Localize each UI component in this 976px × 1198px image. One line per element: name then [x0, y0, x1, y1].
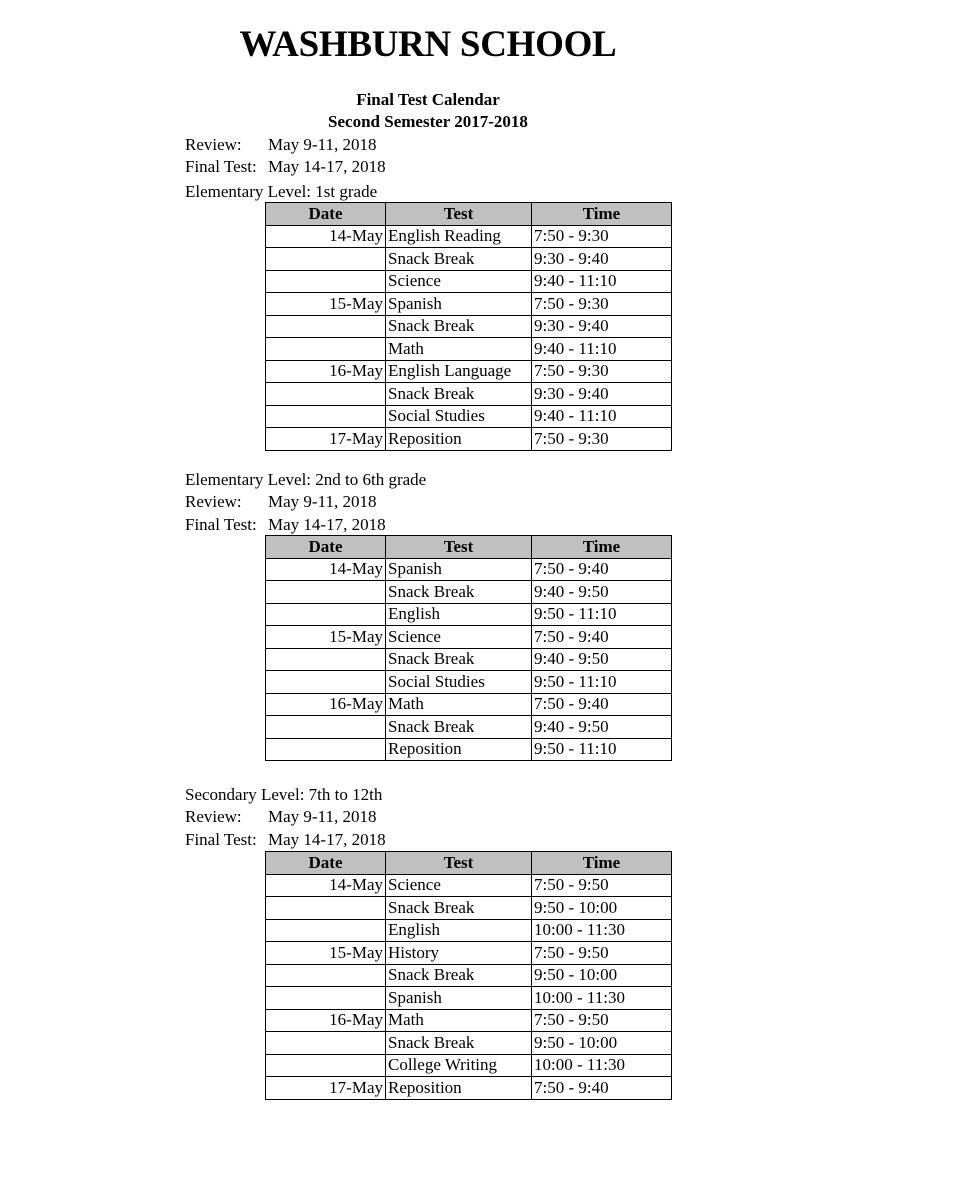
date-cell [266, 248, 386, 271]
time-cell: 9:40 - 11:10 [532, 270, 672, 293]
test-header: Test [386, 203, 532, 226]
test-cell: English Reading [386, 225, 532, 248]
date-cell [266, 716, 386, 739]
date-cell: 15-May [266, 626, 386, 649]
test-cell: Snack Break [386, 581, 532, 604]
table-row [266, 964, 672, 987]
date-cell [266, 603, 386, 626]
test-cell: Snack Break [386, 1032, 532, 1055]
section1-level: Elementary Level: 1st grade [185, 182, 378, 201]
test-header: Test [386, 536, 532, 559]
time-cell: 9:30 - 9:40 [532, 315, 672, 338]
table-row [266, 874, 672, 897]
test-cell: History [386, 942, 532, 965]
test-cell: Reposition [386, 428, 532, 451]
time-cell: 9:50 - 11:10 [532, 738, 672, 761]
table-row [266, 360, 672, 383]
date-cell [266, 1032, 386, 1055]
table-row [266, 270, 672, 293]
table-row [266, 919, 672, 942]
test-cell: English [386, 603, 532, 626]
table-row [266, 671, 672, 694]
test-cell: Snack Break [386, 315, 532, 338]
date-cell [266, 671, 386, 694]
table-row [266, 1009, 672, 1032]
semester-title: Second Semester 2017-2018 [328, 112, 528, 131]
table-row [266, 603, 672, 626]
table-row [266, 581, 672, 604]
date-cell: 14-May [266, 874, 386, 897]
section1-final-value: May 14-17, 2018 [268, 157, 386, 176]
test-cell: Reposition [386, 738, 532, 761]
date-cell [266, 648, 386, 671]
date-cell: 16-May [266, 360, 386, 383]
time-cell: 9:40 - 9:50 [532, 648, 672, 671]
test-cell: Snack Break [386, 648, 532, 671]
table-row [266, 693, 672, 716]
table-row [266, 1077, 672, 1100]
section1-table [265, 202, 672, 451]
section1-review-value: May 9-11, 2018 [268, 135, 377, 154]
time-cell: 7:50 - 9:40 [532, 693, 672, 716]
date-cell [266, 581, 386, 604]
test-cell: Math [386, 338, 532, 361]
time-header: Time [532, 536, 672, 559]
time-cell: 9:30 - 9:40 [532, 248, 672, 271]
test-cell: Science [386, 270, 532, 293]
table-row [266, 405, 672, 428]
table-row [266, 626, 672, 649]
test-cell: Social Studies [386, 405, 532, 428]
section2-review-value: May 9-11, 2018 [268, 492, 377, 511]
time-cell: 9:50 - 11:10 [532, 603, 672, 626]
time-cell: 7:50 - 9:30 [532, 428, 672, 451]
test-header: Test [386, 852, 532, 875]
time-cell: 10:00 - 11:30 [532, 987, 672, 1010]
test-cell: Social Studies [386, 671, 532, 694]
date-cell [266, 897, 386, 920]
time-header: Time [532, 203, 672, 226]
date-cell [266, 405, 386, 428]
date-cell [266, 383, 386, 406]
table-row [266, 1054, 672, 1077]
test-cell: Spanish [386, 293, 532, 316]
time-cell: 7:50 - 9:50 [532, 1009, 672, 1032]
test-cell: Math [386, 693, 532, 716]
section1-review-label: Review: [185, 135, 242, 154]
date-cell: 14-May [266, 558, 386, 581]
date-cell: 14-May [266, 225, 386, 248]
time-cell: 9:40 - 9:50 [532, 581, 672, 604]
test-cell: Spanish [386, 987, 532, 1010]
table-row [266, 738, 672, 761]
time-cell: 7:50 - 9:40 [532, 1077, 672, 1100]
test-cell: Spanish [386, 558, 532, 581]
section3-final-value: May 14-17, 2018 [268, 830, 386, 849]
time-cell: 10:00 - 11:30 [532, 1054, 672, 1077]
calendar-title: Final Test Calendar [356, 90, 500, 109]
test-cell: Math [386, 1009, 532, 1032]
date-cell [266, 919, 386, 942]
time-cell: 9:50 - 11:10 [532, 671, 672, 694]
test-cell: Science [386, 626, 532, 649]
date-header: Date [266, 203, 386, 226]
time-cell: 9:50 - 10:00 [532, 897, 672, 920]
time-header: Time [532, 852, 672, 875]
table-row [266, 987, 672, 1010]
time-cell: 10:00 - 11:30 [532, 919, 672, 942]
section3-review-label: Review: [185, 807, 242, 826]
table-header-row [266, 203, 672, 226]
date-cell [266, 738, 386, 761]
date-cell [266, 338, 386, 361]
section3-level: Secondary Level: 7th to 12th [185, 785, 383, 804]
school-title: WASHBURN SCHOOL [239, 24, 617, 65]
date-cell: 17-May [266, 1077, 386, 1100]
test-cell: Snack Break [386, 964, 532, 987]
table-row [266, 942, 672, 965]
section2-final-label: Final Test: [185, 515, 257, 534]
section2-final-value: May 14-17, 2018 [268, 515, 386, 534]
test-cell: Snack Break [386, 716, 532, 739]
time-cell: 7:50 - 9:30 [532, 225, 672, 248]
date-cell [266, 270, 386, 293]
date-cell: 15-May [266, 293, 386, 316]
table-row [266, 315, 672, 338]
table-row [266, 383, 672, 406]
table-header-row [266, 852, 672, 875]
table-row [266, 716, 672, 739]
section2-table [265, 535, 672, 761]
time-cell: 9:50 - 10:00 [532, 964, 672, 987]
time-cell: 9:40 - 11:10 [532, 405, 672, 428]
table-row [266, 248, 672, 271]
time-cell: 7:50 - 9:50 [532, 874, 672, 897]
date-cell [266, 964, 386, 987]
table-row [266, 897, 672, 920]
date-cell: 16-May [266, 1009, 386, 1032]
table-row [266, 293, 672, 316]
time-cell: 7:50 - 9:50 [532, 942, 672, 965]
date-cell [266, 987, 386, 1010]
time-cell: 9:50 - 10:00 [532, 1032, 672, 1055]
date-header: Date [266, 536, 386, 559]
section2-review-label: Review: [185, 492, 242, 511]
table-row [266, 558, 672, 581]
table-row [266, 428, 672, 451]
time-cell: 9:30 - 9:40 [532, 383, 672, 406]
test-cell: English [386, 919, 532, 942]
section1-final-label: Final Test: [185, 157, 257, 176]
time-cell: 7:50 - 9:40 [532, 558, 672, 581]
date-cell: 15-May [266, 942, 386, 965]
test-cell: College Writing [386, 1054, 532, 1077]
date-header: Date [266, 852, 386, 875]
table-row [266, 1032, 672, 1055]
test-cell: English Language [386, 360, 532, 383]
test-cell: Snack Break [386, 897, 532, 920]
date-cell: 16-May [266, 693, 386, 716]
time-cell: 7:50 - 9:30 [532, 360, 672, 383]
section3-final-label: Final Test: [185, 830, 257, 849]
test-cell: Snack Break [386, 383, 532, 406]
section3-table [265, 851, 672, 1100]
test-cell: Science [386, 874, 532, 897]
test-cell: Snack Break [386, 248, 532, 271]
date-cell [266, 315, 386, 338]
table-row [266, 225, 672, 248]
date-cell: 17-May [266, 428, 386, 451]
section3-review-value: May 9-11, 2018 [268, 807, 377, 826]
table-header-row [266, 536, 672, 559]
section2-level: Elementary Level: 2nd to 6th grade [185, 470, 427, 489]
test-cell: Reposition [386, 1077, 532, 1100]
time-cell: 9:40 - 9:50 [532, 716, 672, 739]
time-cell: 9:40 - 11:10 [532, 338, 672, 361]
time-cell: 7:50 - 9:40 [532, 626, 672, 649]
table-row [266, 338, 672, 361]
time-cell: 7:50 - 9:30 [532, 293, 672, 316]
date-cell [266, 1054, 386, 1077]
table-row [266, 648, 672, 671]
